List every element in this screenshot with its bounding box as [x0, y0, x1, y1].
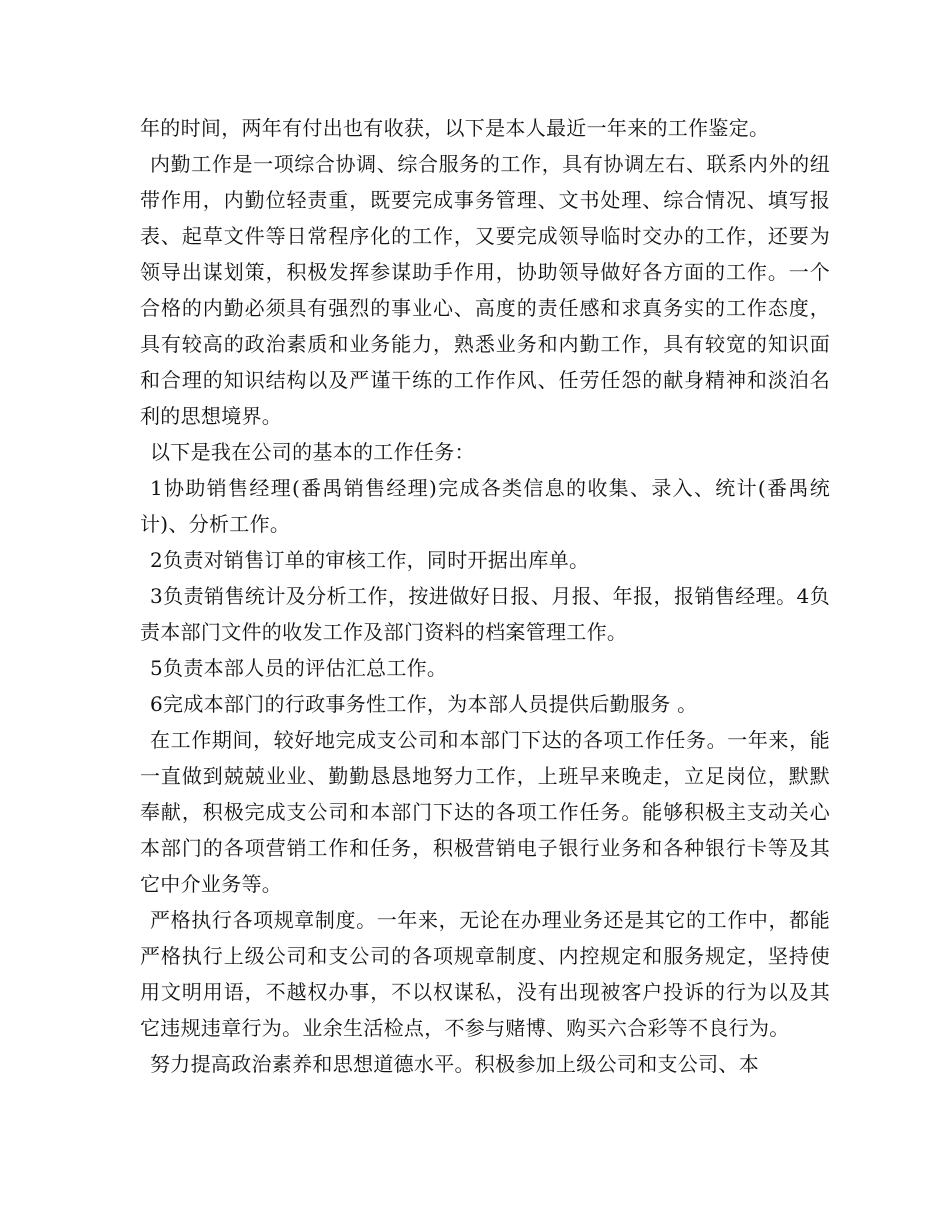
paragraph-rules: 严格执行各项规章制度。一年来，无论在办理业务还是其它的工作中，都能严格执行上级公司和支公司的各项规章制度、内控规定和服务规定，坚持使用文明用语，不越权办事，不以权谋私，没有出现被客户投诉的行为以及其它违规违章行为。业余生活检点，不参与赌博、购买六合彩等不良行为。 — [140, 908, 830, 1040]
paragraph-internal-work: 内勤工作是一项综合协调、综合服务的工作，具有协调左右、联系内外的纽带作用，内勤位轻责重，既要完成事务管理、文书处理、综合情况、填写报表、起草文件等日常程序化的工作，又要完成领导临时交办的工作，还要为领导出谋划策，积极发挥参谋助手作用，协助领导做好各方面的工作。一个合格的内勤必须具有强烈的事业心、高度的责任感和求真务实的工作态度，具有较高的政治素质和业务能力，熟悉业务和内勤工作，具有较宽的知识面和合理的知识结构以及严谨干练的工作作风、任劳任怨的献身精神和淡泊名利的思想境界。 — [140, 152, 830, 428]
paragraph-tasks-heading: 以下是我在公司的基本的工作任务： — [150, 440, 475, 464]
paragraph-intro: 年的时间，两年有付出也有收获，以下是本人最近一年来的工作鉴定。 — [140, 116, 770, 140]
paragraph-task-3-4: 3负责销售统计及分析工作，按进做好日报、月报、年报，报销售经理。4负责本部门文件的收发工作及部门资料的档案管理工作。 — [140, 584, 830, 644]
paragraph-political: 努力提高政治素养和思想道德水平。积极参加上级公司和支公司、本 — [150, 1052, 759, 1076]
paragraph-task-1: 1协助销售经理(番禺销售经理)完成各类信息的收集、录入、统计(番禺统计)、分析工作。 — [140, 476, 830, 536]
document-body — [140, 110, 830, 1082]
paragraph-work-period: 在工作期间，较好地完成支公司和本部门下达的各项工作任务。一年来，能一直做到兢兢业业、勤勤恳恳地努力工作，上班早来晚走，立足岗位，默默奉献，积极完成支公司和本部门下达的各项工作任务。能够积极主支动关心本部门的各项营销工作和任务，积极营销电子银行业务和各种银行卡等及其它中介业务等。 — [140, 728, 830, 896]
paragraph-task-2: 2负责对销售订单的审核工作，同时开据出库单。 — [150, 548, 590, 572]
paragraph-task-5: 5负责本部人员的评估汇总工作。 — [150, 656, 448, 680]
paragraph-task-6: 6完成本部门的行政事务性工作，为本部人员提供后勤服务 。 — [150, 692, 698, 716]
